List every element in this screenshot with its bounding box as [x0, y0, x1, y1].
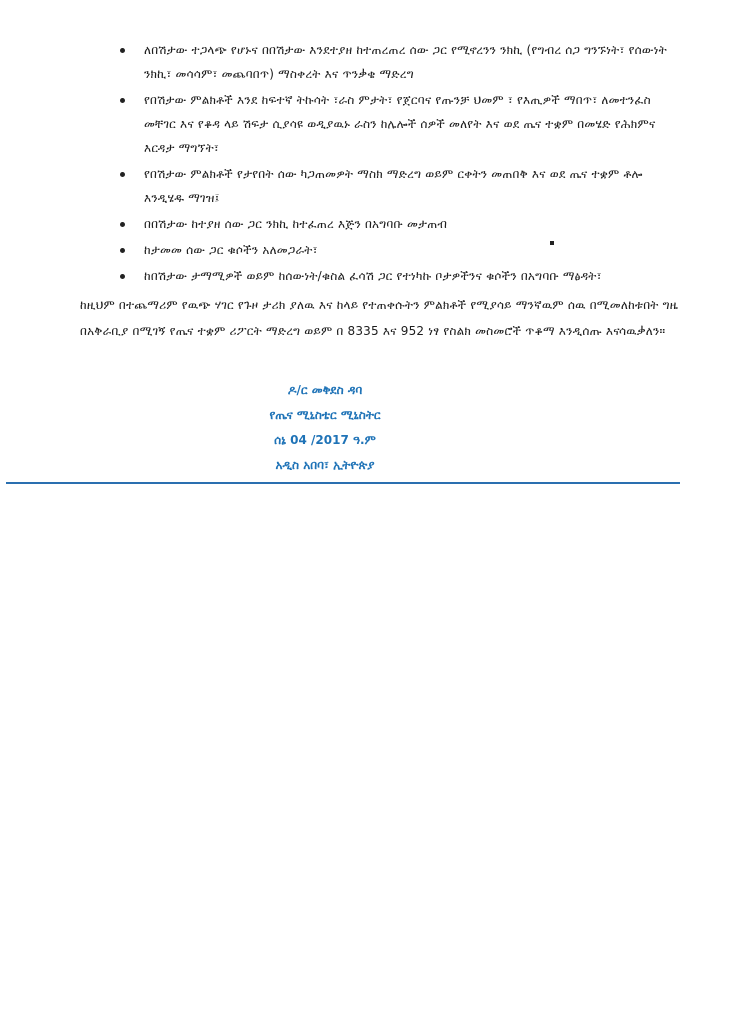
list-item [118, 88, 678, 160]
bullet-icon [120, 222, 125, 227]
list-item [118, 162, 678, 210]
signature-date: ሰኔ 04 /2017 ዓ.ም [274, 433, 376, 447]
precautions-list [118, 38, 678, 290]
signatory-name: ዶ/ር መቅደስ ዳባ [287, 383, 363, 397]
signature-place: አዲስ አበባ፣ ኢትዮጵያ [275, 458, 375, 472]
list-item-text: በበሽታው ከተያዘ ሰው ጋር ንክኪ ከተፈጠረ እጅን በአግባቡ መታጠብ [144, 217, 448, 231]
signatory-title: የጤና ሚኒስቴር ሚኒስትር [269, 408, 381, 422]
list-item-text: ከታመመ ሰው ጋር ቁሶችን አለመጋራት፣ [144, 243, 318, 257]
closing-paragraph: ከዚህም በተጨማሪም የዉጭ ሃገር የጉዞ ታሪክ ያለዉ እና ከላይ የተጠቀሱትን ምልክቶች የሚያሳይ ማንኛዉም ሰዉ በሚመለከቱበት ግዜ በአቅራቢያ በሚገኝ የጤና ተቋም ሪፖርት ማድረግ ወይም በ 8335 እና 952 ነፃ የስልክ መስመሮች ጥቆማ እንዲሰጡ እናሳዉቃለን። [80, 298, 679, 338]
list-item [118, 212, 678, 236]
list-item-text: ከበሽታው ታማሚዎች ወይም ከሰውነት/ቁስል ፈሳሽ ጋር የተነካኩ ቦታዎችንና ቁሶችን በአግባቡ ማፅዳት፣ [144, 269, 602, 283]
list-item-text: ለበሽታው ተጋላጭ የሆኑና በበሽታው እንደተያዘ ከተጠረጠረ ሰው ጋር የሚኖረንን ንክኪ (የግብረ ሰጋ ግንኙነት፣ የሰውነት ንክኪ፣ መሳሳም፣ መጨባበጥ) ማስቀረት እና ጥንቃቄ ማድረግ [144, 43, 667, 81]
list-item [118, 238, 678, 262]
list-item-text: የበሽታው ምልክቶች የታየበት ሰው ካጋጠመዎት ማስክ ማድረግ ወይም ርቀትን መጠበቅ እና ወደ ጤና ተቋም ቶሎ እንዲሄዱ ማገዝ፤ [144, 167, 643, 205]
footer-divider [6, 482, 680, 484]
bullet-icon [120, 248, 125, 253]
list-item [118, 264, 678, 288]
list-item [118, 38, 678, 86]
bullet-icon [120, 98, 125, 103]
signature-block [230, 378, 420, 478]
ink-speck [550, 241, 554, 245]
bullet-icon [120, 48, 125, 53]
bullet-icon [120, 274, 125, 279]
list-item-text: የበሽታው ምልክቶች እንደ ከፍተኛ ትኩሳት ፣ራስ ምታት፣ የጀርባና የጡንቻ ህመም ፣ የእጢዎች ማበጥ፣ ለመተንፈስ መቸገር እና የቆዳ ላይ ሽፍታ ሲያሳዩ ወዲያዉኑ ራስን ከሌሎች ሰዎች መለየት እና ወደ ጤና ተቋም በመሄድ የሕክምና እርዳታ ማግኘት፣ [144, 93, 656, 155]
bullet-icon [120, 172, 125, 177]
